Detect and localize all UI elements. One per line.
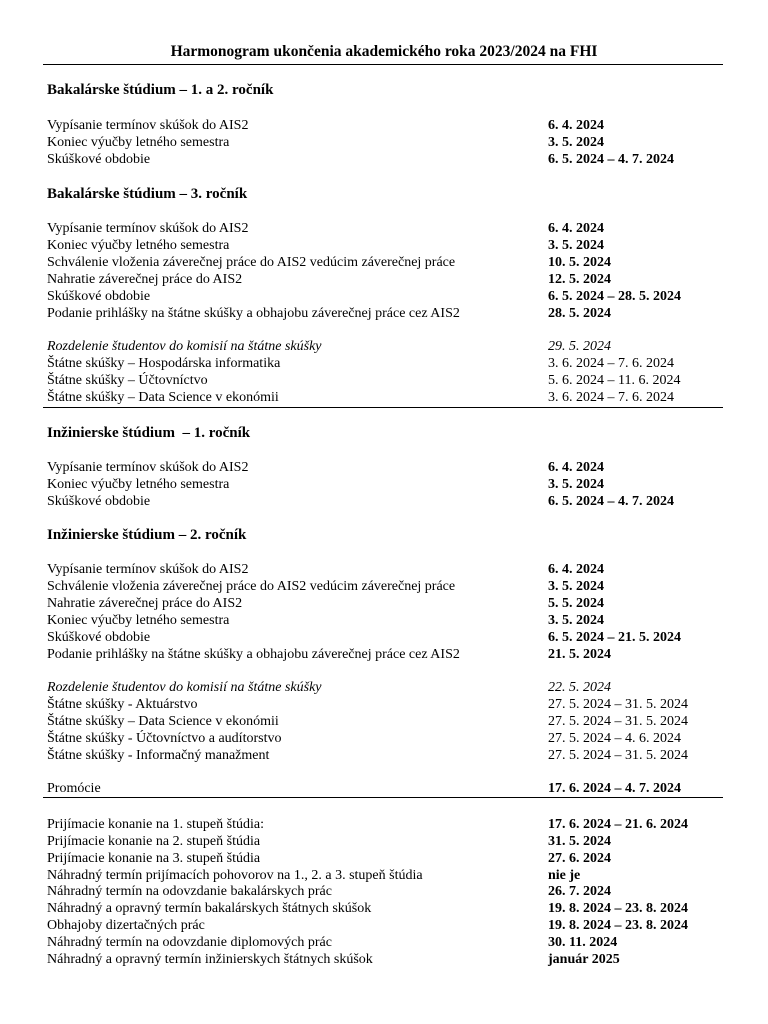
row-label: Podanie prihlášky na štátne skúšky a obhajobu záverečnej práce cez AIS2 xyxy=(47,647,460,662)
schedule-row xyxy=(0,288,768,305)
schedule-row xyxy=(0,338,768,355)
row-label: Vypísanie termínov skúšok do AIS2 xyxy=(47,562,249,577)
row-label: Štátne skúšky – Hospodárska informatika xyxy=(47,356,281,371)
schedule-row xyxy=(0,629,768,646)
schedule-row xyxy=(0,305,768,322)
row-label: Obhajoby dizertačných prác xyxy=(47,918,205,933)
row-date: 29. 5. 2024 xyxy=(548,339,611,354)
schedule-row xyxy=(0,220,768,237)
row-label: Skúškové obdobie xyxy=(47,494,151,509)
row-label: Podanie prihlášky na štátne skúšky a obhajobu záverečnej práce cez AIS2 xyxy=(47,306,460,321)
row-label: Štátne skúšky - Aktuárstvo xyxy=(47,697,198,712)
schedule-row xyxy=(0,355,768,372)
row-date: 27. 5. 2024 – 4. 6. 2024 xyxy=(548,731,681,746)
row-label: Náhradný termín na odovzdanie bakalárskych prác xyxy=(47,884,332,899)
schedule-row xyxy=(0,151,768,168)
row-date: 30. 11. 2024 xyxy=(548,935,618,950)
row-label: Štátne skúšky – Data Science v ekonómii xyxy=(47,714,279,729)
promocie-row xyxy=(0,780,768,797)
title-rule xyxy=(43,64,723,65)
row-label: Koniec výučby letného semestra xyxy=(47,135,230,150)
row-label: Náhradný a opravný termín bakalárskych štátnych skúšok xyxy=(47,901,372,916)
row-date: 6. 4. 2024 xyxy=(548,221,604,236)
schedule-row xyxy=(0,883,768,900)
row-date: 6. 5. 2024 – 4. 7. 2024 xyxy=(548,152,674,167)
row-label: Rozdelenie študentov do komisií na štátne skúšky xyxy=(47,339,322,354)
row-date: 17. 6. 2024 – 21. 6. 2024 xyxy=(548,817,688,832)
row-date: 6. 5. 2024 – 28. 5. 2024 xyxy=(548,289,681,304)
row-date: 6. 5. 2024 – 4. 7. 2024 xyxy=(548,494,674,509)
row-date: 17. 6. 2024 – 4. 7. 2024 xyxy=(548,781,681,796)
row-label: Schválenie vloženia záverečnej práce do AIS2 vedúcim záverečnej práce xyxy=(47,579,456,594)
row-label: Promócie xyxy=(47,781,101,796)
page-title: Harmonogram ukončenia akademického roka 2023/2024 na FHI xyxy=(170,43,598,60)
row-label: Prijímacie konanie na 1. stupeň štúdia: xyxy=(47,817,264,832)
row-date: 27. 5. 2024 – 31. 5. 2024 xyxy=(548,697,688,712)
row-date: 22. 5. 2024 xyxy=(548,680,611,695)
row-date: 6. 4. 2024 xyxy=(548,562,604,577)
row-label: Náhradný a opravný termín inžinierskych štátnych skúšok xyxy=(47,952,373,967)
row-date: 12. 5. 2024 xyxy=(548,272,611,287)
schedule-row xyxy=(0,372,768,389)
row-label: Štátne skúšky - Informačný manažment xyxy=(47,748,270,763)
row-date: 21. 5. 2024 xyxy=(548,647,611,662)
row-date: 5. 5. 2024 xyxy=(548,596,604,611)
section-heading-ing-1: Inžinierske štúdium – 1. ročník xyxy=(47,425,251,441)
row-date: 10. 5. 2024 xyxy=(548,255,611,270)
row-label: Nahratie záverečnej práce do AIS2 xyxy=(47,272,243,287)
row-date: 27. 6. 2024 xyxy=(548,851,611,866)
row-label: Skúškové obdobie xyxy=(47,630,151,645)
schedule-row xyxy=(0,850,768,867)
schedule-row xyxy=(0,833,768,850)
row-date: 6. 4. 2024 xyxy=(548,460,604,475)
schedule-row xyxy=(0,117,768,134)
schedule-row xyxy=(0,951,768,968)
row-date: 19. 8. 2024 – 23. 8. 2024 xyxy=(548,918,688,933)
schedule-row xyxy=(0,747,768,764)
row-date: január 2025 xyxy=(548,952,620,967)
row-date: 6. 4. 2024 xyxy=(548,118,604,133)
schedule-row xyxy=(0,578,768,595)
section-heading-bc-3: Bakalárske štúdium – 3. ročník xyxy=(47,186,248,202)
row-label: Skúškové obdobie xyxy=(47,289,151,304)
schedule-row xyxy=(0,934,768,951)
row-label: Vypísanie termínov skúšok do AIS2 xyxy=(47,460,249,475)
row-date: 27. 5. 2024 – 31. 5. 2024 xyxy=(548,714,688,729)
schedule-row xyxy=(0,612,768,629)
schedule-row xyxy=(0,679,768,696)
row-label: Rozdelenie študentov do komisií na štátne skúšky xyxy=(47,680,322,695)
schedule-row xyxy=(0,459,768,476)
schedule-row xyxy=(0,561,768,578)
row-date: 3. 5. 2024 xyxy=(548,579,604,594)
schedule-row xyxy=(0,646,768,663)
row-label: Štátne skúšky - Účtovníctvo a audítorstvo xyxy=(47,731,282,746)
schedule-row xyxy=(0,696,768,713)
row-label: Koniec výučby letného semestra xyxy=(47,613,230,628)
row-label: Nahratie záverečnej práce do AIS2 xyxy=(47,596,243,611)
row-date: 5. 6. 2024 – 11. 6. 2024 xyxy=(548,373,681,388)
row-label: Štátne skúšky – Data Science v ekonómii xyxy=(47,390,279,405)
section-rule xyxy=(43,797,723,798)
row-date: 26. 7. 2024 xyxy=(548,884,611,899)
section-heading-bc-1-2: Bakalárske štúdium – 1. a 2. ročník xyxy=(47,82,274,98)
schedule-row xyxy=(0,237,768,254)
row-date: 27. 5. 2024 – 31. 5. 2024 xyxy=(548,748,688,763)
schedule-row xyxy=(0,713,768,730)
row-date: 3. 6. 2024 – 7. 6. 2024 xyxy=(548,356,674,371)
schedule-row xyxy=(0,389,768,406)
schedule-row xyxy=(0,476,768,493)
row-date: nie je xyxy=(548,868,581,883)
schedule-row xyxy=(0,900,768,917)
row-label: Prijímacie konanie na 3. stupeň štúdia xyxy=(47,851,261,866)
row-label: Štátne skúšky – Účtovníctvo xyxy=(47,373,208,388)
row-date: 28. 5. 2024 xyxy=(548,306,611,321)
row-date: 3. 5. 2024 xyxy=(548,477,604,492)
row-date: 3. 6. 2024 – 7. 6. 2024 xyxy=(548,390,674,405)
row-label: Schválenie vloženia záverečnej práce do AIS2 vedúcim záverečnej práce xyxy=(47,255,456,270)
schedule-row xyxy=(0,134,768,151)
row-label: Vypísanie termínov skúšok do AIS2 xyxy=(47,118,249,133)
schedule-row xyxy=(0,867,768,884)
schedule-row xyxy=(0,493,768,510)
schedule-row xyxy=(0,271,768,288)
row-date: 31. 5. 2024 xyxy=(548,834,611,849)
section-heading-ing-2: Inžinierske štúdium – 2. ročník xyxy=(47,527,247,543)
row-label: Skúškové obdobie xyxy=(47,152,151,167)
schedule-row xyxy=(0,595,768,612)
row-label: Vypísanie termínov skúšok do AIS2 xyxy=(47,221,249,236)
row-label: Náhradný termín na odovzdanie diplomových prác xyxy=(47,935,332,950)
schedule-row xyxy=(0,816,768,833)
row-date: 3. 5. 2024 xyxy=(548,135,604,150)
row-label: Koniec výučby letného semestra xyxy=(47,238,230,253)
schedule-row xyxy=(0,917,768,934)
row-label: Náhradný termín prijímacích pohovorov na 1., 2. a 3. stupeň štúdia xyxy=(47,868,423,883)
row-date: 19. 8. 2024 – 23. 8. 2024 xyxy=(548,901,688,916)
schedule-row xyxy=(0,730,768,747)
row-date: 3. 5. 2024 xyxy=(548,613,604,628)
row-label: Prijímacie konanie na 2. stupeň štúdia xyxy=(47,834,261,849)
section-rule xyxy=(43,407,723,408)
row-date: 6. 5. 2024 – 21. 5. 2024 xyxy=(548,630,681,645)
row-label: Koniec výučby letného semestra xyxy=(47,477,230,492)
schedule-row xyxy=(0,254,768,271)
row-date: 3. 5. 2024 xyxy=(548,238,604,253)
